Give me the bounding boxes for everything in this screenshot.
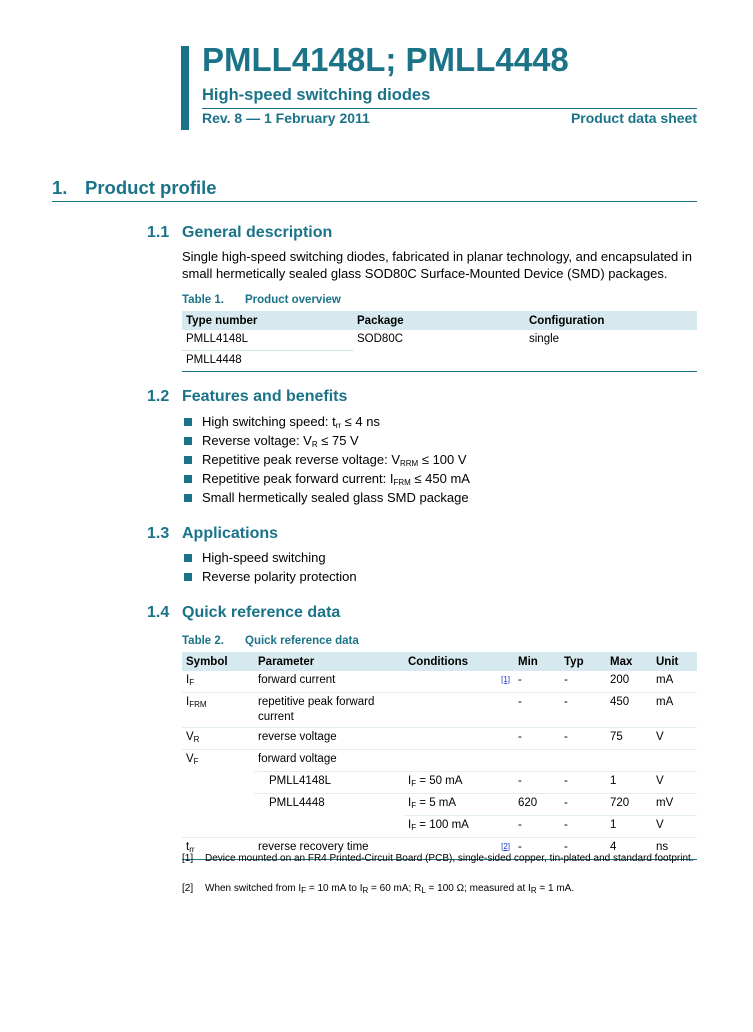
product-overview-table	[182, 311, 697, 372]
header-divider	[202, 108, 697, 109]
subsection-title: Features and benefits	[182, 388, 348, 405]
subsection-number: 1.4	[147, 604, 170, 621]
subsection-title: Quick reference data	[182, 604, 341, 621]
table-header-row	[182, 652, 697, 671]
column-header: Unit	[652, 652, 697, 671]
max-cell	[606, 750, 652, 772]
footnote-text: Device mounted on an FR4 Printed-Circuit Board (PCB), single-sided copper, tin-plated and standard footprint.	[205, 853, 694, 864]
max-cell: 1	[606, 771, 652, 793]
table-row	[182, 750, 697, 772]
table-row	[182, 693, 697, 728]
table-number: Table 2.	[182, 635, 224, 647]
parameter-cell	[254, 815, 404, 837]
table-row	[182, 671, 697, 693]
subsection-title: General description	[182, 224, 333, 241]
header-accent-bar	[181, 46, 189, 130]
parameter-cell: PMLL4448	[269, 796, 325, 809]
max-cell: 200	[606, 671, 652, 693]
applications-list	[182, 548, 357, 586]
conditions-cell	[404, 728, 514, 750]
symbol-cell: $I_F$	[182, 671, 254, 693]
symbol-cell: $I_{FRM}$	[182, 693, 254, 728]
unit-cell: V	[652, 771, 697, 793]
footnote-link[interactable]: [2]	[501, 841, 510, 851]
typ-cell: -	[560, 693, 606, 728]
min-cell: -	[518, 840, 522, 853]
conditions-cell: $I_F = 50$ mA	[404, 771, 514, 793]
symbol-cell: $t_{rr}$	[186, 840, 195, 854]
max-cell: 1	[606, 815, 652, 837]
max-cell: 720	[606, 793, 652, 815]
unit-cell: mA	[652, 671, 697, 693]
list-item: Small hermetically sealed glass SMD package	[182, 488, 470, 507]
min-cell: -	[514, 815, 560, 837]
list-item: High-speed switching	[182, 548, 357, 567]
unit-cell: mV	[652, 793, 697, 815]
column-header: Typ	[560, 652, 606, 671]
list-item: Repetitive peak forward current: $I_{FRM} \le 450$ mA	[182, 469, 470, 488]
parameter-cell: PMLL4148L	[254, 771, 404, 793]
max-cell: 4	[610, 840, 617, 853]
section-title: Product profile	[85, 177, 217, 198]
subsection-heading-applications	[147, 525, 278, 543]
quick-reference-table	[182, 652, 697, 860]
table-cell: SOD80C	[357, 333, 404, 345]
symbol-cell	[182, 815, 254, 837]
max-cell: 75	[606, 728, 652, 750]
min-cell: -	[514, 771, 560, 793]
table-row	[182, 728, 697, 750]
typ-cell: -	[560, 815, 606, 837]
list-item: High switching speed: $t_{rr} \le 4$ ns	[182, 412, 470, 431]
min-cell: 620	[514, 793, 560, 815]
column-header: Parameter	[254, 652, 404, 671]
bullet-square-icon	[184, 573, 192, 581]
subsection-number: 1.3	[147, 525, 170, 542]
footnote-1	[182, 852, 697, 880]
parameter-cell: repetitive peak forward current	[254, 693, 404, 728]
table1-caption	[182, 294, 341, 306]
subsection-number: 1.2	[147, 388, 170, 405]
max-cell: 450	[606, 693, 652, 728]
footnote-text: When switched from $I_F = 10$ mA to $I_R = 60$ mA; $R_L = 100$ Ω; measured at $I_R = 1$ mA.	[205, 883, 575, 895]
table-row	[182, 815, 697, 837]
table-cell: PMLL4448	[186, 354, 242, 366]
parameter-cell: forward voltage	[254, 750, 404, 772]
document-type: Product data sheet	[570, 110, 697, 126]
parameter-cell: forward current	[254, 671, 404, 693]
table-title: Quick reference data	[245, 635, 359, 647]
column-header: Package	[353, 311, 525, 330]
unit-cell: ns	[656, 840, 669, 853]
general-description-text: Single high-speed switching diodes, fabricated in planar technology, and encapsulated in small hermetically sealed glass SOD80C Surface-Mounted Device (SMD) packages.	[182, 249, 692, 281]
column-header: Max	[606, 652, 652, 671]
section-divider	[52, 201, 697, 202]
section-number: 1.	[52, 177, 68, 198]
typ-cell: -	[560, 728, 606, 750]
footnote-number: [1]	[182, 853, 194, 864]
revision-date: Rev. 8 — 1 February 2011	[202, 110, 370, 126]
table-row	[182, 793, 697, 815]
subsection-heading-features	[147, 388, 347, 406]
unit-cell: V	[652, 728, 697, 750]
conditions-cell: $I_F = 100$ mA	[404, 815, 514, 837]
table-number: Table 1.	[182, 294, 224, 306]
list-item: Reverse polarity protection	[182, 567, 357, 586]
table-cell: single	[529, 333, 560, 345]
symbol-cell: $V_R$	[182, 728, 254, 750]
footnote-number: [2]	[182, 883, 194, 894]
column-header: Type number	[182, 311, 353, 330]
typ-cell: -	[560, 771, 606, 793]
conditions-cell	[404, 671, 514, 693]
section-heading-product-profile	[52, 177, 217, 199]
bullet-square-icon	[184, 475, 192, 483]
typ-cell	[560, 750, 606, 772]
footnote-link[interactable]: [1]	[501, 675, 510, 684]
table-header-row	[182, 311, 697, 330]
list-item: Repetitive peak reverse voltage: $V_{RRM} \le 100$ V	[182, 450, 470, 469]
bullet-square-icon	[184, 554, 192, 562]
min-cell: -	[514, 671, 560, 693]
parameter-cell: reverse voltage	[254, 728, 404, 750]
table-row	[182, 330, 697, 351]
typ-cell: -	[560, 793, 606, 815]
symbol-cell: $V_F$	[186, 753, 199, 766]
subsection-number: 1.1	[147, 224, 170, 241]
column-header: Min	[514, 652, 560, 671]
symbol-cell	[182, 793, 254, 815]
table-cell: PMLL4148L	[182, 330, 353, 351]
parameter-cell: reverse recovery time	[258, 840, 369, 853]
document-title: PMLL4148L; PMLL4448	[202, 41, 569, 78]
bullet-square-icon	[184, 418, 192, 426]
table2-caption	[182, 635, 359, 647]
conditions-cell	[404, 693, 514, 728]
bullet-square-icon	[184, 437, 192, 445]
list-item: Reverse voltage: $V_R \le 75$ V	[182, 431, 470, 450]
conditions-cell: $I_F = 5$ mA	[404, 793, 514, 815]
column-header: Configuration	[525, 311, 697, 330]
footnote-2	[182, 882, 697, 897]
min-cell: -	[514, 693, 560, 728]
bullet-square-icon	[184, 456, 192, 464]
symbol-cell	[182, 771, 254, 793]
unit-cell: mA	[652, 693, 697, 728]
document-subtitle: High-speed switching diodes	[202, 86, 431, 104]
table-row	[182, 771, 697, 793]
typ-cell: -	[560, 671, 606, 693]
typ-cell: -	[564, 840, 568, 853]
unit-cell: V	[652, 815, 697, 837]
column-header: Conditions	[404, 652, 514, 671]
column-header: Symbol	[182, 652, 254, 671]
subsection-heading-general-description	[147, 224, 332, 242]
min-cell: -	[514, 728, 560, 750]
features-list	[182, 412, 470, 507]
conditions-cell	[404, 750, 514, 772]
bullet-square-icon	[184, 494, 192, 502]
min-cell	[514, 750, 560, 772]
subsection-title: Applications	[182, 525, 279, 542]
unit-cell	[652, 750, 697, 772]
subsection-heading-quick-reference	[147, 604, 340, 622]
table-title: Product overview	[245, 294, 341, 306]
